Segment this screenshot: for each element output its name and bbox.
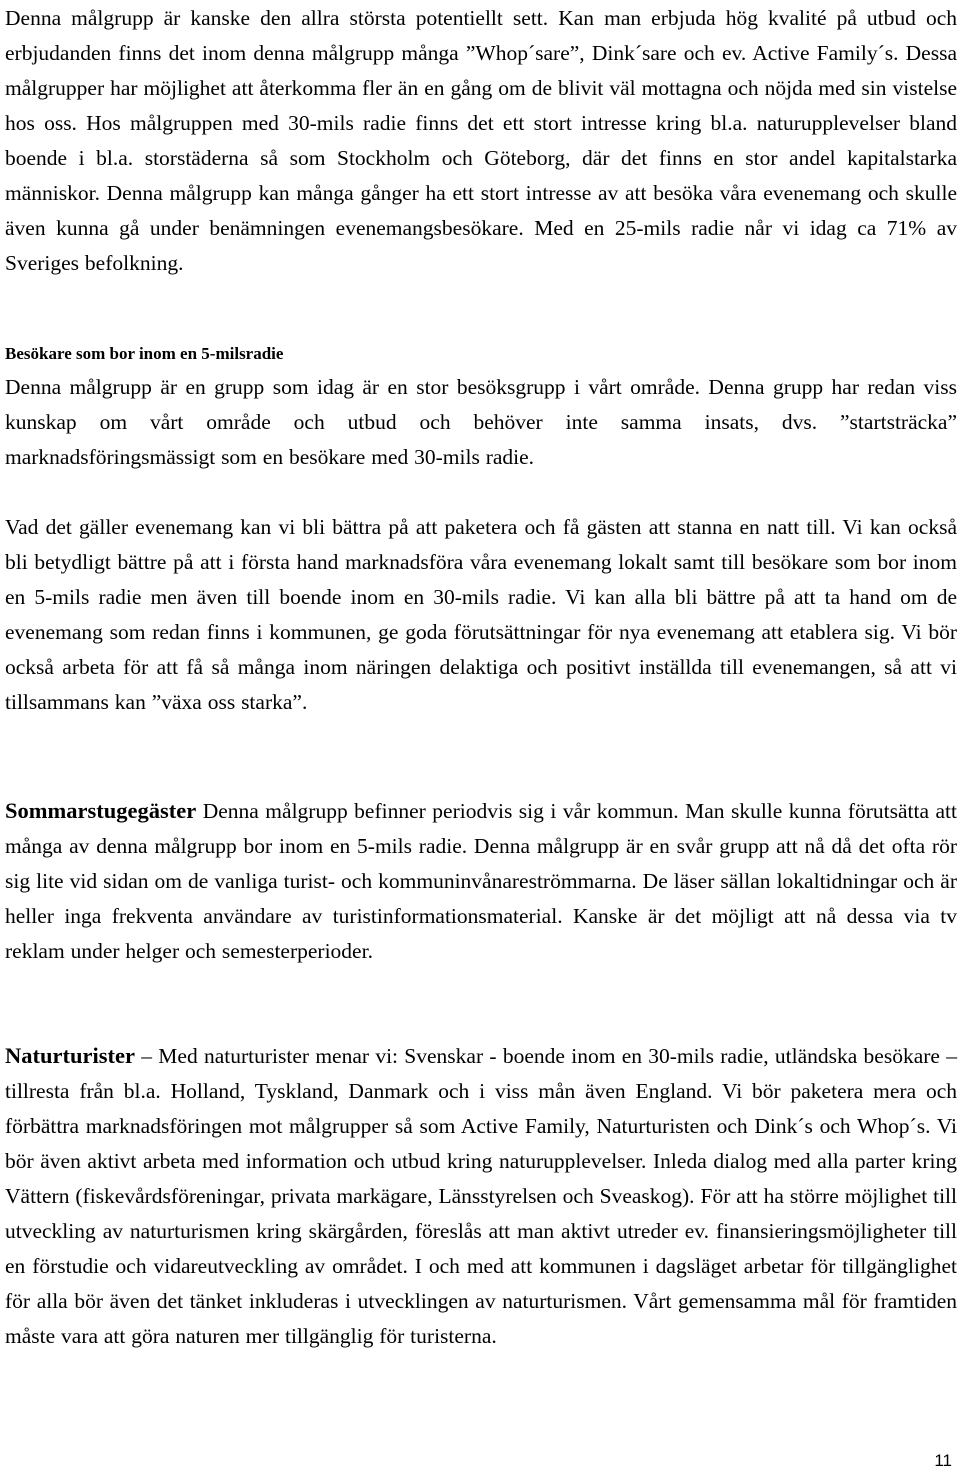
summer-guests-paragraph — [5, 793, 957, 969]
nature-tourists-text: – Med naturturister menar vi: Svenskar - boende inom en 30-mils radie, utländska besökare – tillresta från bl.a. Holland, Tyskland, Danmark och i viss mån även England. Vi bör paketera mera och förbättra marknadsföringen mot målgrupper så som Active Family, Naturturisten och Dink´s och Whop´s. Vi bör även aktivt arbeta med information och utbud kring naturupplevelser. Inleda dialog med alla parter kring Vättern (fiskevårdsföreningar, privata markägare, Länsstyrelsen och Sveaskog). För att ha större möjlighet till utveckling av naturturismen kring skärgården, föreslås att man aktivt utreder ev. finansieringsmöjligheter till en förstudie och vidareutveckling av området. I och med att kommunen i dagsläget arbetar för tillgänglighet för alla bör även det tänket inkluderas i utvecklingen av naturturismen. Vårt gemensamma mål för framtiden måste vara att göra naturen mer tillgänglig för turisterna. — [5, 1044, 957, 1348]
events-paragraph: Vad det gäller evenemang kan vi bli bättra på att paketera och få gästen att stanna en natt till. Vi kan också bli betydligt bättre på att i första hand marknadsföra våra evenemang lokalt samt till besökare som bor inom en 5-mils radie men även till boende inom en 30-mils radie. Vi kan alla bli bättre på att ta hand om de evenemang som redan finns i kommunen, ge goda förutsättningar för nya evenemang att etablera sig. Vi bör också arbeta för att få så många inom näringen delaktiga och positivt inställda till evenemangen, så att vi tillsammans kan ”växa oss starka”. — [5, 515, 957, 714]
five-mile-heading: Besökare som bor inom en 5-milsradie — [5, 344, 284, 363]
nature-tourists-lead: Naturturister — [5, 1043, 135, 1068]
five-mile-paragraph: Denna målgrupp är en grupp som idag är en stor besöksgrupp i vårt område. Denna grupp har redan viss kunskap om vårt område och utbud och behöver inte samma insats, dvs. ”startsträcka” marknadsföringsmässigt som en besökare med 30-mils radie. — [5, 375, 957, 469]
nature-tourists-paragraph — [5, 1038, 957, 1354]
summer-guests-text: Denna målgrupp befinner periodvis sig i vår kommun. Man skulle kunna förutsätta att många av denna målgrupp bor inom en 5-mils radie. Denna målgrupp är en svår grupp att nå då det ofta rör sig lite vid sidan om de vanliga turist- och kommuninvånareströmmarna. De läser sällan lokaltidningar och är heller inga frekventa användare av turistinformationsmaterial. Kanske är det möjligt att nå dessa via tv reklam under helger och semesterperioder. — [5, 799, 957, 963]
document-page — [5, 0, 957, 1475]
summer-guests-lead: Sommarstugegäster — [5, 798, 197, 823]
page-number: 11 — [934, 1451, 952, 1470]
intro-paragraph: Denna målgrupp är kanske den allra största potentiellt sett. Kan man erbjuda hög kvalité på utbud och erbjudanden finns det inom denna målgrupp många ”Whop´sare”, Dink´sare och ev. Active Family´s. Dessa målgrupper har möjlighet att återkomma fler än en gång om de blivit väl mottagna och nöjda med sin vistelse hos oss. Hos målgruppen med 30-mils radie finns det ett stort intresse kring bl.a. naturupplevelser bland boende i bl.a. storstäderna så som Stockholm och Göteborg, där det finns en stor andel kapitalstarka människor. Denna målgrupp kan många gånger ha ett stort intresse av att besöka våra evenemang och skulle även kunna gå under benämningen evenemangsbesökare. Med en 25-mils radie når vi idag ca 71% av Sveriges befolkning. — [5, 6, 957, 275]
